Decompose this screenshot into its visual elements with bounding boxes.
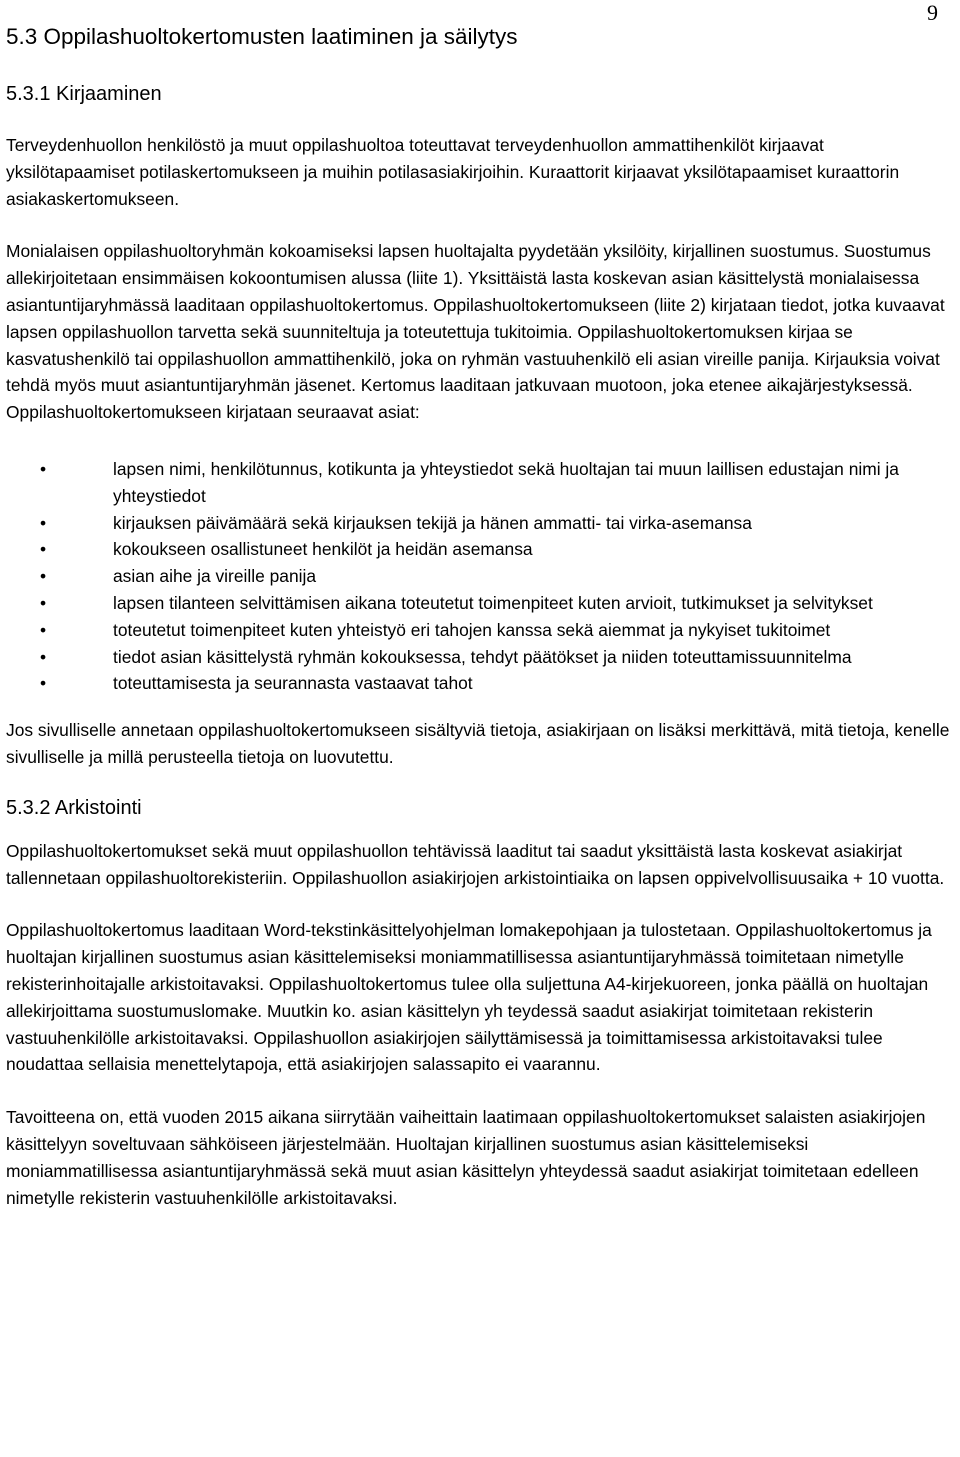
bullet-icon: • xyxy=(40,512,47,533)
bullet-icon: • xyxy=(40,539,47,560)
list-item-text: tiedot asian käsittelystä ryhmän kokouksessa, tehdyt päätökset ja niiden toteuttamissuunnitelma xyxy=(113,646,852,667)
section-title: 5.3 Oppilashuoltokertomusten laatiminen ja säilytys xyxy=(6,24,518,49)
list-item xyxy=(6,617,956,644)
list-item-text: toteuttamisesta ja seurannasta vastaavat tahot xyxy=(113,673,473,694)
list-item xyxy=(6,590,956,617)
bullet-icon: • xyxy=(40,566,47,587)
list-item xyxy=(6,644,956,671)
bullet-icon: • xyxy=(40,619,47,640)
paragraph: Oppilashuoltokertomukset sekä muut oppilashuollon tehtävissä laaditut tai saadut yksittäistä lasta koskevat asiakirjat tallennetaan oppilashuoltorekisteriin. Oppilashuollon asiakirjojen arkistointiaika on lapsen oppivelvollisuusaika + 10 vuotta. xyxy=(6,840,945,888)
paragraph: Terveydenhuollon henkilöstö ja muut oppilashuoltoa toteuttavat terveydenhuollon ammattihenkilöt kirjaavat yksilötapaamiset potilaskertomukseen ja muihin potilasasiakirjoihin. Kuraattorit kirjaavat yksilötapaamiset kuraattorin asiakaskertomukseen. xyxy=(6,135,900,209)
paragraph: Monialaisen oppilashuoltoryhmän kokoamiseksi lapsen huoltajalta pyydetään yksilöity, kirjallinen suostumus. Suostumus allekirjoitetaan ensimmäisen kokoontumisen alussa (liite 1). Yksittäistä lasta koskevan asian käsittelystä monialaisessa asiantuntijaryhmässä laaditaan oppilashuoltokertomus. Oppilashuoltokertomukseen (liite 2) kirjataan tiedot, jotka kuvaavat lapsen oppilashuollon tarvetta sekä suunniteltuja ja toteutettuja tukitoimia. Oppilashuoltokertomuksen kirjaa se kasvatushenkilö tai oppilashuollon ammattihenkilö, joka on ryhmän vastuuhenkilö eli asian vireille panija. Kirjauksia voivat tehdä myös muut asiantuntijaryhmän jäsenet. Kertomus laaditaan jatkuvaan muotoon, joka etenee aikajärjestyksessä. Oppilashuoltokertomukseen kirjataan seuraavat asiat: xyxy=(6,241,945,423)
list-item xyxy=(6,670,956,697)
subsection-title-arkistointi: 5.3.2 Arkistointi xyxy=(6,796,142,819)
list-item xyxy=(6,456,956,510)
list-item xyxy=(6,563,956,590)
list-item xyxy=(6,510,956,537)
list-item-text: kokoukseen osallistuneet henkilöt ja heidän asemansa xyxy=(113,539,533,560)
list-item-text: asian aihe ja vireille panija xyxy=(113,566,317,587)
subsection-title-kirjaaminen: 5.3.1 Kirjaaminen xyxy=(6,83,162,105)
bullet-icon: • xyxy=(40,673,47,694)
bullet-icon: • xyxy=(40,458,47,479)
bullet-icon: • xyxy=(40,592,47,613)
paragraph: Jos sivulliselle annetaan oppilashuoltokertomukseen sisältyviä tietoja, asiakirjaan on lisäksi merkittävä, mitä tietoja, kenelle sivulliselle ja millä perusteella tietoja on luovutettu. xyxy=(6,720,950,767)
list-item xyxy=(6,536,956,563)
document-body xyxy=(6,16,956,1211)
list-item-text: toteutetut toimenpiteet kuten yhteistyö eri tahojen kanssa sekä aiemmat ja nykyiset tukitoimet xyxy=(113,619,831,640)
page-number: 9 xyxy=(927,0,938,25)
paragraph: Oppilashuoltokertomus laaditaan Word-tekstinkäsittelyohjelman lomakepohjaan ja tulostetaan. Oppilashuoltokertomus ja huoltajan kirjallinen suostumus asian käsittelemiseksi moniammatillisessa asiantuntijaryhmässä toimitetaan nimetylle rekisterinhoitajalle arkistoitavaksi. Oppilashuoltokertomus tulee olla suljettuna A4-kirjekuoreen, jonka päällä on huoltajan allekirjoittama suostumuslomake. Muutkin ko. asian käsittelyn yh teydessä saadut asiakirjat toimitetaan rekisterin vastuuhenkilölle arkistoitavaksi. Oppilashuollon asiakirjojen säilyttämisessä ja toimittamisessa arkistoitavaksi tulee noudattaa sellaisia menettelytapoja, että asiakirjojen salassapito ei vaarannu. xyxy=(6,920,932,1075)
bullet-icon: • xyxy=(40,646,47,667)
list-item-text: kirjauksen päivämäärä sekä kirjauksen tekijä ja hänen ammatti- tai virka-asemansa xyxy=(113,512,752,533)
paragraph: Tavoitteena on, että vuoden 2015 aikana siirrytään vaiheittain laatimaan oppilashuoltokertomukset salaisten asiakirjojen käsittelyyn soveltuvaan sähköiseen järjestelmään. Huoltajan kirjallinen suostumus asian käsittelemiseksi moniammatillisessa asiantuntijaryhmässä sekä muut asian käsittelyn yhteydessä saadut asiakirjat toimitetaan edelleen nimetylle rekisterin vastuuhenkilölle arkistoitavaksi. xyxy=(6,1107,926,1208)
list-item-text: lapsen nimi, henkilötunnus, kotikunta ja yhteystiedot sekä huoltajan tai muun laillisen edustajan nimi ja yhteystiedot xyxy=(113,458,899,506)
bullet-list xyxy=(6,456,956,697)
list-item-text: lapsen tilanteen selvittämisen aikana toteutetut toimenpiteet kuten arvioit, tutkimukset ja selvitykset xyxy=(113,592,873,613)
